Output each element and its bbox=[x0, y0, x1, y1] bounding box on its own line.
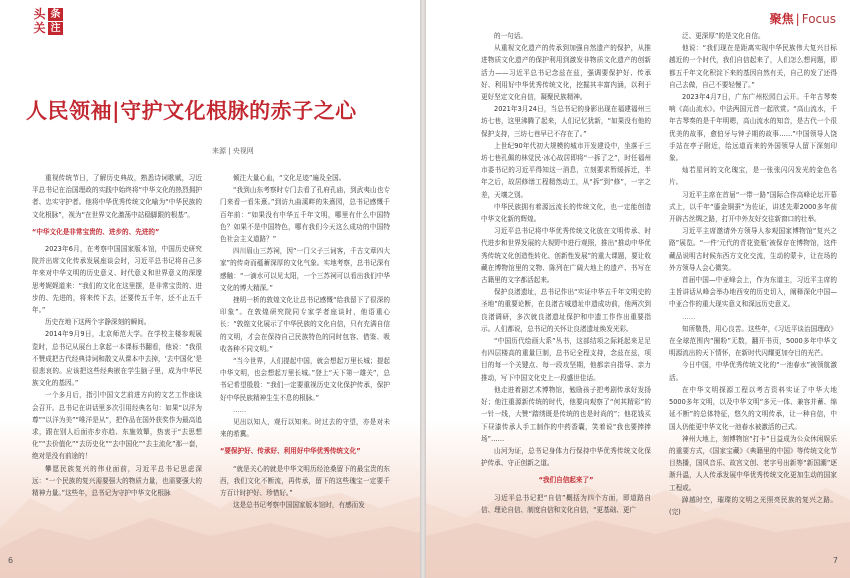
paragraph: 四川眉山三苏祠，因“一门父子三词客，千古文章四大家”的传奇而蕴蓄深厚的文化气象。实地考察，总书记深有感触：“一滴水可以见太阳，一个三苏祠可以看出我们中华文化的博大精深。” bbox=[220, 247, 390, 292]
text-column-1 bbox=[32, 172, 202, 499]
paragraph: 重视传统节日，了解历史典故，熟悉诗词歌赋，习近平总书记在治国理政的实践中始终将“中华文化的热烈拥护者、忠实守护者。他将中华优秀传统文化喻为“中华民族的文化根脉”，视为“在世界文化激荡中站稳脚跟的根基”。 bbox=[32, 174, 202, 219]
paragraph: 2014年9月9日，北京师范大学。在学校主楼参观展览时，总书记从展台上拿起一本课标书翻看，他说：“我很不赞成把古代经典诗词和散文从课本中去掉，‘去中国化’是很悲哀的。应该把这些经典嵌在学生脑子里，成为中华民族文化的基因。” bbox=[32, 330, 202, 388]
column-logo bbox=[32, 8, 66, 38]
section-separator: | bbox=[795, 12, 800, 26]
paragraph: 2023年6月，在考察中国国家版本馆，中国历史研究院并出席文化传承发展座谈会时，习近平总书记将自己多年来对中华文明的历史意义、时代意义和世界意义的深邃思考娓娓道来：“我们的文化在这里摆，是非常宝贵的、进步的、先进的，将来传下去，还要传五千年，还不止五千年。” bbox=[32, 245, 202, 315]
paragraph: 2023年4月7日，广东广州松园白云开。千年古琴奏响《高山流水》。中法两国元首一起欣赏。“高山流水，千年古琴奏的是千年明嗯，高山流水的知音，是古代一个很优美的故事，愈伯牙与钟子期的故事……”中国领导人饶手站在亭子附近，给远道而来的外国领导人留下深刻印象。 bbox=[669, 93, 837, 163]
text-column-4 bbox=[669, 30, 837, 518]
paragraph: 习近平主席在首届“一带一路”国际合作高峰论坛开幕式上，以千年“鎏金铜蚕”为佐证，讲述先辈2000多年前开辟古丝绸之路，打开中外友好交往新窗口的壮举。 bbox=[669, 190, 837, 224]
paragraph: 山河为证，总书记身体力行保持中华优秀传统文化保护传承、守正创新之道。 bbox=[481, 446, 651, 468]
section-en: Focus bbox=[801, 12, 836, 26]
logo-char: 注 bbox=[48, 22, 63, 35]
text-column-3 bbox=[481, 30, 651, 516]
paragraph: 这是总书记考察中国国家版本馆时，有感而发 bbox=[233, 501, 365, 510]
paragraph: 一个多月后，指引中国文艺前进方向的文艺工作座谈会召开。总书记在讲话里多次引用经典名句：如果“以洋为尊”“以洋为美”“唯洋是从”，把作品在国外获奖作为最高追求，跟在别人后面亦步亦趋、东施效颦，热衷于“去思想化”“去价值化”“去历史化”“去中国化”“去主流化”那一套，绝对是没有前途的！ bbox=[32, 391, 202, 461]
paragraph: 他走进着剧艺术博物馆，勉励孩子把考剧传承好发扬好；他注重源新传统的时代，他要向观察了“何其精彩”的一针一线，大赞“踏绣既是传统的也是时尚的”；他花钱买下昼漆传承人手工制作的中药香囊，笑着说“我也要捧捧场”…… bbox=[481, 385, 651, 443]
subheading: “要保护好、传承好、利用好中华优秀传统文化” bbox=[220, 447, 361, 456]
logo-char: 头 bbox=[33, 7, 46, 21]
paragraph: 攀愿民族复兴的伟业面前，习近平总书记思虑深远：“一个民族的复兴需要强大的物质力量，也需要强大的精神力量。”这些年，总书记为守护中华文化根脉 bbox=[32, 464, 202, 498]
paragraph: 中华民族拥有着源远流长的传统文化，也一定能创造中华文化新的辉煌。 bbox=[481, 202, 651, 224]
paragraph: “我到山东考察时专门去看了孔府孔庙，到武夷山也专门来看一看朱熹。”到访九曲溪畔的朱熹园，总书记感慨千百年前：“如果没有中华五千年文明，哪里有什么中国特色？如果不是中国特色，哪有我们今天这么成功的中国特色社会主义道路？” bbox=[220, 186, 390, 244]
logo-char: 条 bbox=[48, 8, 63, 21]
subheading: “我们自信起来了” bbox=[538, 476, 594, 485]
paragraph: 灿若星河的文化瑰宝，是一张张闪闪发光的金色名片。 bbox=[669, 166, 837, 187]
paragraph: “当今世界，人们提起中国，就会想起万里长城；提起中华文明，也会想起万里长城。”登上“天下第一雄关”，总书记希望殷殷：“我们一定要重视历史文化保护传承，保护好中华民族精神生生不息的根脉。” bbox=[220, 357, 390, 402]
paragraph: 历史在地下这两个字静深刻的瞬间。 bbox=[45, 318, 151, 327]
paragraph: 的一句话。 bbox=[494, 32, 527, 40]
paragraph: 见出以知人，观行以知来。时过去的守望，亦是对未来的希冀。 bbox=[220, 418, 390, 439]
article-title: 人民领袖|守护文化根脉的赤子之心 bbox=[26, 98, 357, 123]
paragraph: 习近平总书记将中华优秀传统文化放在文明传承、时代进步和世界发展的大视野中进行观照，推出“推动中华优秀传统文化创造性转化、创新性发展”的重大课题，要让收藏在博物馆里的文物、陈列在广阔大地上的遗产、书写在古籍里的文字都活起来。 bbox=[481, 227, 651, 285]
page-number-right: 7 bbox=[832, 556, 838, 565]
paragraph: 倾注大量心血，“文化足迹”遍及全国。 bbox=[233, 174, 346, 182]
paragraph: “中国历代绘画大系”丛书，这部结项之际耗起来足足有四层楼高的重量巨制，总书记全程支持，念兹在兹，项目的每一个关键点、每一段攻坚期，他都亲自指导、亲力推动，写下中国文化史上一段盛世佳话。 bbox=[481, 337, 651, 382]
right-page bbox=[426, 0, 850, 578]
paragraph: 神州大地上，刻博物馆“打卡”日益成为公众休闲娱乐的重要方式，《国家宝藏》《典籍里的中国》等传统文化节目热播，国风音乐、故宫文创、老字号出新等“新国潮”逐渐升温，人人传承发展中华优秀传统文化更加生动的国家工程或。 bbox=[669, 434, 837, 492]
section-label bbox=[770, 10, 836, 27]
paragraph: 从重视文化遗产的传承到加强自然遗产的保护，从推进物质文化遗产的保护利用到激发非物质文化遗产的创新活力——习近平总书记念兹在兹，强调要保护好、传承好、利用好中华优秀传统文化，挖掘其丰富内涵，以利于更好坚定文化自信，凝聚民族精神。 bbox=[481, 44, 651, 102]
logo-char: 关 bbox=[33, 21, 46, 35]
paragraph: 知所敬畏，用心良苦。这些年，《习近平谈治国理政》在全球范围内“圈粉”无数，翻开书页，5000多年中华文明源流出的天下情怀，在新时代闪耀更加夺目的光芒。 bbox=[669, 324, 837, 358]
ellipsis: …… bbox=[233, 405, 247, 414]
paragraph: 上世纪90年代初大规模的城市开发建设中，坐落于三坊七巷孔佩的林觉民·冰心故居即将“一拆了之”，时任福州市委书记的习近平得知这一消息，立刻要求暂缓拆迁，半年之后，故居修缮工程精然动工，从“拆”到“修”，一字之差，天壤之别。 bbox=[481, 141, 651, 199]
text-column-2 bbox=[220, 172, 390, 511]
subheading: “中华文化是非常宝贵的、进步的、先进的” bbox=[32, 227, 160, 236]
paragraph: 首届中国—中亚峰会上，作为东道主，习近平主席的主旨讲话从峰会举办地西安的历史切入，阐释深化中国—中亚合作的重大现实意义和深远历史意义。 bbox=[669, 276, 837, 309]
paragraph: “就是关心的就是中华文明历经沧桑留下的最宝贵的东西，我们文化不断流，再传承，留下的这些瑰宝一定要千方百计时护好、珍惜好。” bbox=[220, 464, 390, 498]
section-zh: 聚焦 bbox=[769, 12, 794, 26]
ellipsis: …… bbox=[682, 312, 696, 321]
paragraph: 他说：“我们现在是距离实现中华民族伟大复兴目标越近的一个时代，我们自信起来了，人们怎么想问题，即都五千年文化积淀下来的基因自然有关，自己的发了还得自己去做，自己不要轻慢了。” bbox=[669, 44, 837, 89]
paragraph: 习近平主席邀请外方领导人参观国家博物馆“复兴之路”展览。“一件‘元代的青花瓷瓶’被保存在博物馆，这件藏品说明古时候东西方文化交流，生动的蒙卡，让在场的外方领导人会心微笑。 bbox=[669, 227, 837, 272]
article-source: 来源 | 央视网 bbox=[212, 147, 254, 155]
paragraph: 今日中国，中华优秀传统文化的“一池春水”被领航激活。 bbox=[669, 361, 837, 382]
page-number-left: 6 bbox=[8, 556, 14, 565]
paragraph: 2021年3月24日，当总书记的身影出现在福建福州三坊七巷，这里沸腾了起来，人们记忆犹新，“如果没有他的保护支持，三坊七巷早已不存在了。” bbox=[481, 105, 651, 138]
paragraph: 踔越时空，璀璨的文明之光照亮民族的复兴之路。(完) bbox=[669, 495, 837, 516]
left-page bbox=[0, 0, 420, 578]
paragraph: 保护良渚遗址，总书记作出“实证中华五千年文明史的圣地”的重要论断，在良渚古城遗址申遗成功前，他两次到良渚调研，多次就良渚遗址保护和申遗工作作出重要指示。人们都说，总书记的关怀让良渚遗址焕发光彩。 bbox=[481, 288, 651, 333]
paragraph: 挫明一析的敦煌文化让总书记感慨“给我留下了很深的印象”。在敦煌研究院同专家学者座谈时，他语重心长：“敦煌文化展示了中华民族的文化自信，只有充满自信的文明，才会在保持自己民族特色的同时包容、借鉴、吸收各种不同文明。” bbox=[220, 296, 390, 353]
paragraph: 泛、更深厚”的是文化自信。 bbox=[682, 32, 765, 40]
paragraph: 在中华文明探源工程以考古资料实证了中华大地5000多年文明，以及中华文明“多元一体、兼容并蓄、绵延不断”的总体特征，悠久的文明传承，让一种自信，中国人仍能更中华文化一池春水被激活的己式。 bbox=[669, 385, 837, 431]
paragraph: 习近平总书记把“自信”概括为四个方面，即道路自信、理论自信、制度自信和文化自信，“更基础、更广 bbox=[481, 493, 651, 514]
